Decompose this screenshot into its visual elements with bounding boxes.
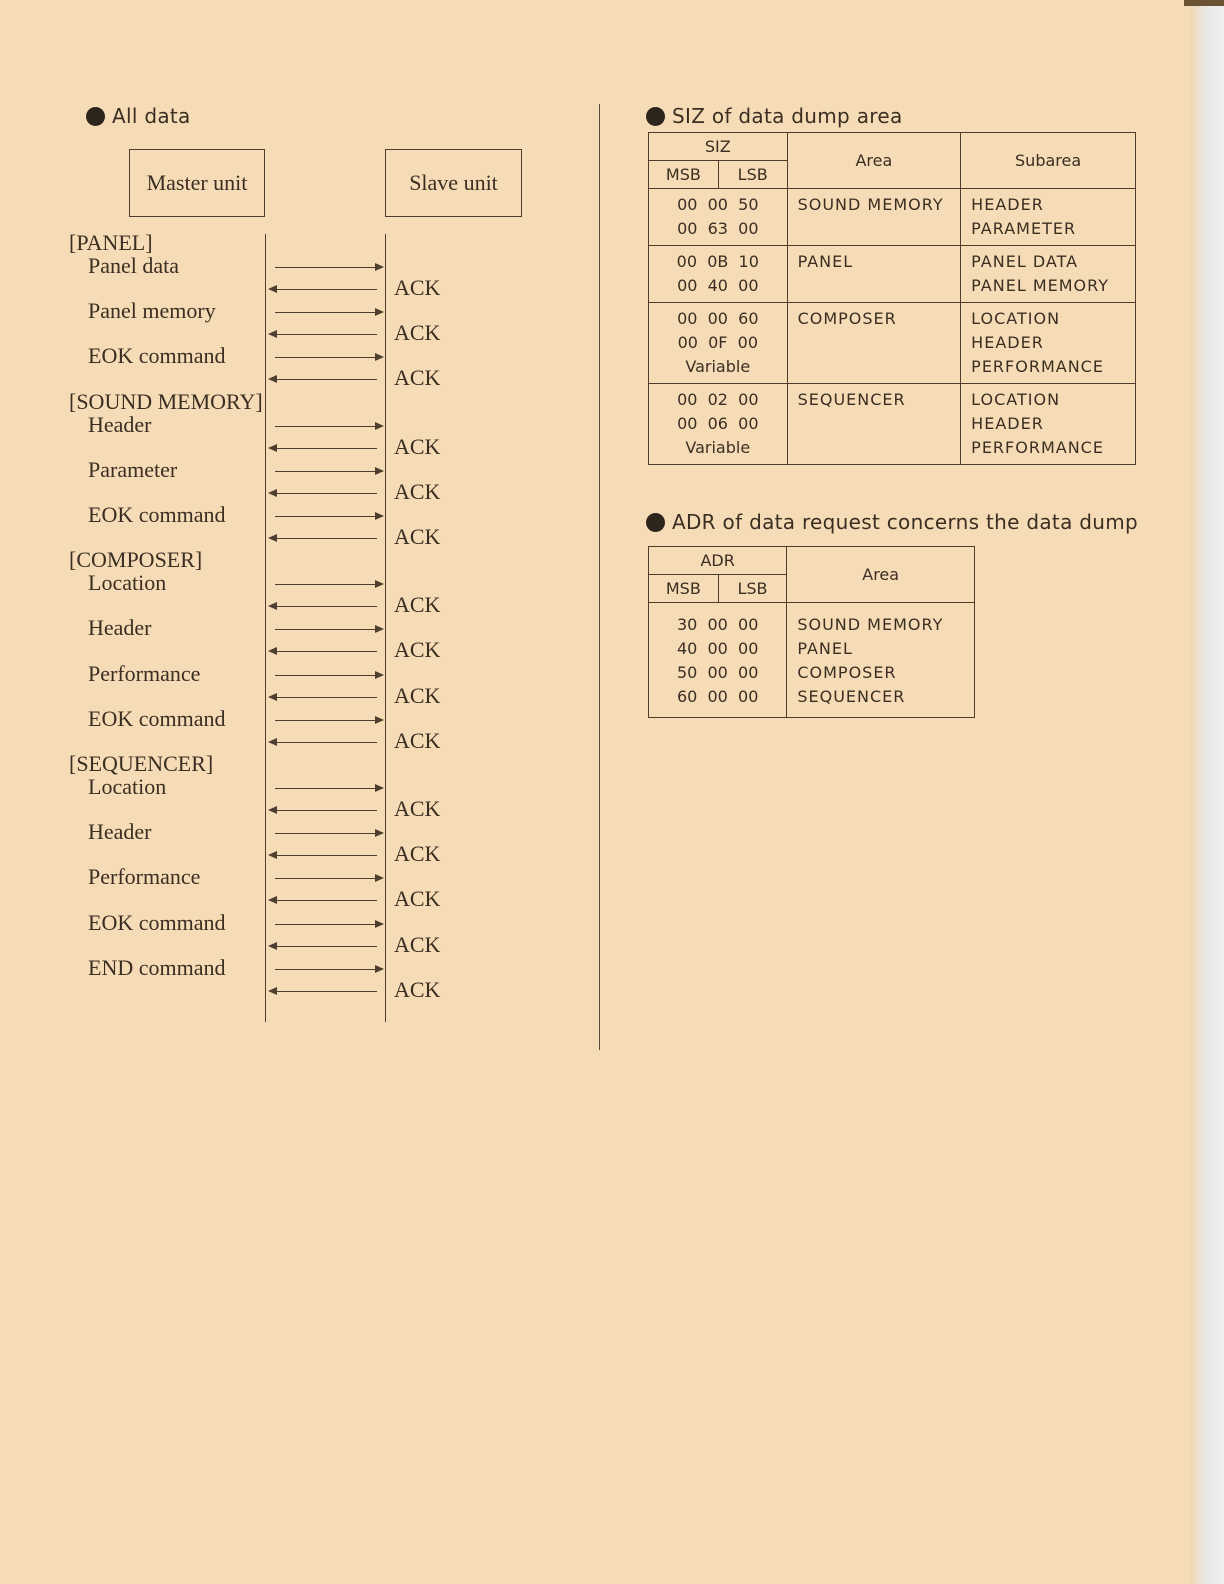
group-title: [SOUND MEMORY] xyxy=(69,388,263,414)
arrow-right-icon xyxy=(275,833,382,834)
step-label: EOK command xyxy=(88,343,226,369)
ack-label: ACK xyxy=(394,796,441,821)
subarea-value: HEADER xyxy=(971,195,1044,214)
step-label: Performance xyxy=(88,660,201,686)
subarea-value: PERFORMANCE xyxy=(971,438,1104,457)
bullet-icon xyxy=(646,107,665,126)
adr-area: COMPOSER xyxy=(797,663,897,682)
siz-header-row xyxy=(649,133,1136,161)
adr-header-row xyxy=(649,547,975,575)
arrow-left-icon xyxy=(270,697,377,698)
arrow-left-icon xyxy=(270,538,377,539)
arrow-right-icon xyxy=(275,629,382,630)
ack-label: ACK xyxy=(394,320,441,346)
bullet-icon xyxy=(646,513,665,532)
siz-values xyxy=(649,303,788,384)
step-label: Parameter xyxy=(88,456,178,482)
slave-unit-label: Slave unit xyxy=(409,170,498,195)
ack-label: ACK xyxy=(394,841,441,867)
siz-value: 00 0F 00 xyxy=(677,333,759,352)
arrow-left-icon xyxy=(270,651,377,652)
siz-row xyxy=(649,246,1136,303)
subarea-cell xyxy=(961,246,1136,303)
siz-header: SIZ xyxy=(649,133,788,161)
adr-table xyxy=(648,546,975,718)
group-title: [COMPOSER] xyxy=(69,547,203,573)
msb-header: MSB xyxy=(649,161,719,189)
adr-area: SEQUENCER xyxy=(797,687,906,706)
arrow-right-icon xyxy=(275,584,382,585)
slave-lifeline xyxy=(385,234,386,1022)
siz-value: 00 63 00 xyxy=(677,219,759,238)
step-label: Location xyxy=(88,774,167,799)
arrow-left-icon xyxy=(270,379,377,380)
subarea-header: Subarea xyxy=(961,133,1136,189)
subarea-value: HEADER xyxy=(971,333,1044,352)
siz-value: 00 06 00 xyxy=(677,414,759,433)
ack-label: ACK xyxy=(394,682,441,708)
lsb-header: LSB xyxy=(718,161,787,189)
subarea-cell xyxy=(961,384,1136,465)
adr-value: 60 00 00 xyxy=(676,687,759,706)
master-unit-label: Master unit xyxy=(146,170,248,195)
step-label: END command xyxy=(88,954,226,980)
ack-label: ACK xyxy=(394,478,441,504)
siz-values xyxy=(649,189,788,246)
ack-label: ACK xyxy=(394,637,441,663)
ack-label: ACK xyxy=(394,931,441,957)
arrow-right-icon xyxy=(275,788,382,789)
arrow-left-icon xyxy=(270,900,377,901)
adr-data-row xyxy=(649,603,975,718)
slave-unit-box xyxy=(385,149,522,217)
step-label: Header xyxy=(88,819,152,845)
all-data-heading: All data xyxy=(86,104,191,128)
adr-value: 30 00 00 xyxy=(676,615,759,634)
arrow-left-icon xyxy=(270,289,377,290)
step-label: Location xyxy=(88,570,167,596)
step-label: Panel data xyxy=(88,253,180,278)
adr-value: 50 00 00 xyxy=(676,663,759,682)
area-cell: SOUND MEMORY xyxy=(787,189,961,246)
step-label: Panel memory xyxy=(88,298,216,324)
ack-label: ACK xyxy=(394,433,441,459)
column-divider xyxy=(599,104,600,1050)
adr-area: SOUND MEMORY xyxy=(797,615,944,634)
adr-heading: ADR of data request concerns the data dump xyxy=(646,510,1138,534)
step-label: EOK command xyxy=(88,909,226,935)
step-label: Performance xyxy=(88,864,201,890)
area-cell: COMPOSER xyxy=(787,303,961,384)
group-title: [PANEL] xyxy=(69,230,153,255)
adr-header: ADR xyxy=(649,547,787,575)
siz-value: 00 40 00 xyxy=(677,276,759,295)
arrow-right-icon xyxy=(275,312,382,313)
siz-value: Variable xyxy=(685,438,751,457)
lsb-header: LSB xyxy=(718,575,787,603)
area-header: Area xyxy=(787,133,961,189)
arrow-right-icon xyxy=(275,267,382,268)
siz-row xyxy=(649,384,1136,465)
siz-value: 00 00 60 xyxy=(677,309,759,328)
subarea-value: PARAMETER xyxy=(971,219,1077,238)
step-label: Header xyxy=(88,615,152,641)
arrow-left-icon xyxy=(270,742,377,743)
adr-value: 40 00 00 xyxy=(676,639,759,658)
arrow-left-icon xyxy=(270,991,377,992)
group-title: [SEQUENCER] xyxy=(69,751,214,776)
area-cell: SEQUENCER xyxy=(787,384,961,465)
siz-value: Variable xyxy=(685,357,751,376)
arrow-right-icon xyxy=(275,471,382,472)
ack-label: ACK xyxy=(394,524,441,549)
arrow-left-icon xyxy=(270,448,377,449)
ack-label: ACK xyxy=(394,976,441,1002)
subarea-value: LOCATION xyxy=(971,309,1061,328)
adr-area: PANEL xyxy=(797,639,853,658)
siz-heading: SIZ of data dump area xyxy=(646,104,903,128)
msb-header: MSB xyxy=(649,575,719,603)
area-cell: PANEL xyxy=(787,246,961,303)
siz-values xyxy=(649,384,788,465)
step-label: Header xyxy=(88,411,152,437)
subarea-value: PANEL DATA xyxy=(971,252,1079,271)
step-label: EOK command xyxy=(88,705,226,731)
siz-value: 00 0B 10 xyxy=(676,252,759,271)
ack-label: ACK xyxy=(394,886,441,912)
step-label: EOK command xyxy=(88,502,226,527)
ack-label: ACK xyxy=(394,365,441,391)
arrow-right-icon xyxy=(275,720,382,721)
arrow-right-icon xyxy=(275,969,382,970)
arrow-right-icon xyxy=(275,516,382,517)
subarea-cell xyxy=(961,189,1136,246)
subarea-value: HEADER xyxy=(971,414,1044,433)
bullet-icon xyxy=(86,107,105,126)
master-lifeline xyxy=(265,234,266,1022)
siz-row xyxy=(649,189,1136,246)
arrow-left-icon xyxy=(270,946,377,947)
arrow-right-icon xyxy=(275,924,382,925)
siz-value: 00 00 50 xyxy=(677,195,759,214)
master-unit-box xyxy=(129,149,265,217)
siz-row xyxy=(649,303,1136,384)
arrow-right-icon xyxy=(275,675,382,676)
arrow-right-icon xyxy=(275,357,382,358)
arrow-left-icon xyxy=(270,493,377,494)
subarea-value: LOCATION xyxy=(971,390,1061,409)
arrow-left-icon xyxy=(270,810,377,811)
siz-value: 00 02 00 xyxy=(677,390,759,409)
arrow-left-icon xyxy=(270,855,377,856)
arrow-right-icon xyxy=(275,878,382,879)
ack-label: ACK xyxy=(394,592,441,618)
siz-values xyxy=(649,246,788,303)
arrow-left-icon xyxy=(270,606,377,607)
arrow-right-icon xyxy=(275,426,382,427)
subarea-cell xyxy=(961,303,1136,384)
area-header: Area xyxy=(787,547,975,603)
paper-edge xyxy=(1190,0,1224,1584)
adr-values xyxy=(649,603,787,718)
subarea-value: PERFORMANCE xyxy=(971,357,1104,376)
paper-edge-shadow xyxy=(1184,0,1224,6)
ack-label: ACK xyxy=(394,727,441,753)
arrow-left-icon xyxy=(270,334,377,335)
subarea-value: PANEL MEMORY xyxy=(971,276,1109,295)
adr-areas xyxy=(787,603,975,718)
ack-label: ACK xyxy=(394,275,441,300)
siz-table xyxy=(648,132,1136,465)
